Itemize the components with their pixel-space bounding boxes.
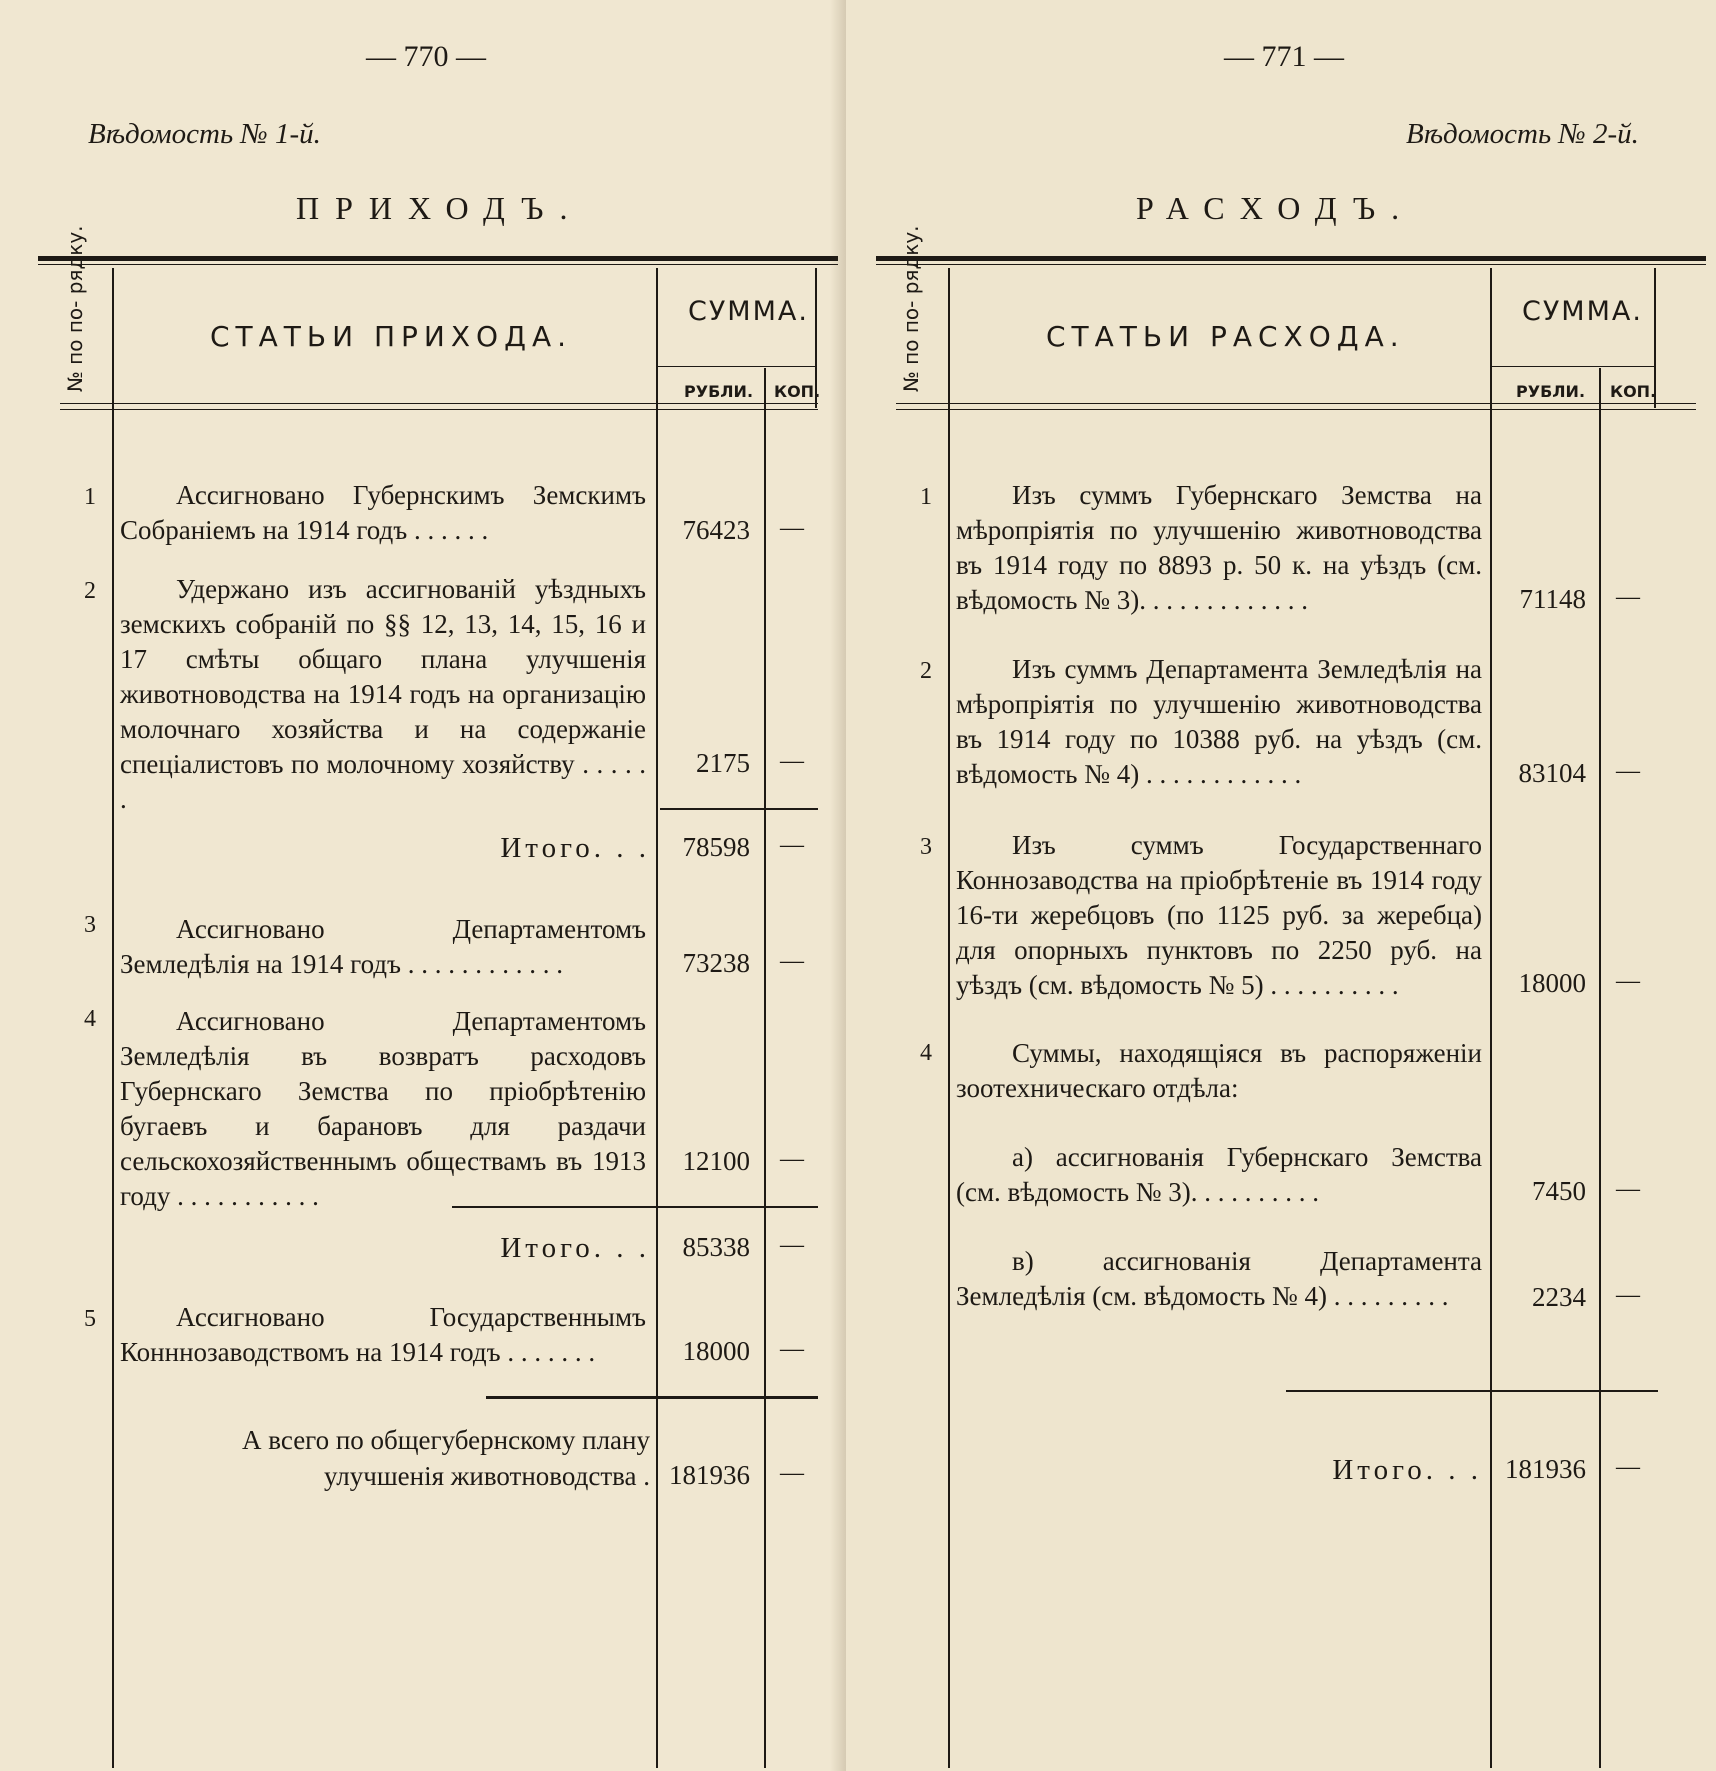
column-divider — [1490, 268, 1492, 1768]
row-rubles: 71148 — [1519, 584, 1586, 614]
row-text: Удержано изъ ассигнованій уѣздныхъ земскихъ собраній по §§ 12, 13, 14, 15, 16 и 17 смѣты общаго плана улучшенія животноводства на 1914 годъ на организацію молочнаго хозяйства и на содержаніе спеціалистовъ по молочному хозяйству . . . . . . — [120, 574, 646, 814]
column-divider — [112, 268, 114, 1768]
column-divider — [948, 268, 950, 1768]
row-kopecks: — — [1616, 758, 1640, 784]
row-text: Суммы, находящіяся въ распоряженіи зоотехническаго отдѣла: — [956, 1038, 1482, 1103]
left-page — [0, 0, 846, 1771]
subtotal-rule — [452, 1206, 818, 1208]
column-divider — [764, 368, 766, 1768]
subtotal-label: Итого. . . — [500, 1232, 650, 1264]
grand-total-rubles: 181936 — [669, 1460, 750, 1490]
subtotal-label: Итого. . . — [500, 832, 650, 864]
grand-total-rule — [486, 1396, 818, 1399]
row-rubles: 18000 — [1518, 968, 1586, 998]
subtotal-rubles: 78598 — [682, 832, 750, 862]
row-number: 5 — [84, 1306, 96, 1332]
statement-title: Вѣдомость № 2-й. — [1406, 118, 1639, 150]
row-kopecks: — — [780, 948, 804, 974]
row-kopecks: — — [1616, 584, 1640, 610]
total-rule — [1286, 1390, 1658, 1392]
row-number: 2 — [84, 578, 96, 604]
grand-total-kopecks: — — [780, 1460, 804, 1486]
sub-item-b: в) ассигнованія Департамента Земледѣлія (см. вѣдомость № 4) . . . . . . . . . — [956, 1246, 1482, 1311]
section-heading: ПРИХОДЪ. — [296, 190, 584, 226]
row-text: Ассигновано Департаментомъ Земледѣлія на 1914 годъ . . . . . . . . . . . . — [120, 914, 646, 979]
sub-item-a: а) ассигнованія Губернскаго Земства (см. вѣдомость № 3). . . . . . . . . . — [956, 1142, 1482, 1207]
subtotal-rule — [660, 808, 818, 810]
row-text: Изъ суммъ Департамента Земледѣлія на мѣропріятія по улучшенію животноводства въ 1914 году по 10388 руб. на уѣздъ (см. вѣдомость № 4) . . . . . . . . . . . . — [956, 654, 1482, 789]
row-text: Изъ суммъ Государственнаго Коннозаводства на пріобрѣтеніе въ 1914 году 16-ти жеребцовъ (по 1125 руб. за жеребца) для опорныхъ пунктовъ по 2250 руб. на уѣздъ (см. вѣдомость № 5) . . . . . . . . . . — [956, 830, 1482, 1000]
row-rubles: 2175 — [696, 748, 750, 778]
col-items-header: СТАТЬИ РАСХОДА. — [1046, 320, 1405, 353]
statement-title: Вѣдомость № 1-й. — [88, 118, 321, 150]
row-number: 1 — [920, 484, 932, 510]
row-text: Изъ суммъ Губернскаго Земства на мѣропріятія по улучшенію животноводства въ 1914 году по 8893 р. 50 к. на уѣздъ (см. вѣдомость № 3). . . . . . . . . . . . . — [956, 480, 1482, 615]
row-number: 2 — [920, 658, 932, 684]
col-sum-header: СУММА. — [1522, 296, 1643, 327]
row-number: 1 — [84, 484, 96, 510]
col-sum-header: СУММА. — [688, 296, 809, 327]
row-text: Ассигновано Департаментомъ Земледѣлія въ возвратъ расходовъ Губернскаго Земства по пріобрѣтенію бугаевъ и барановъ для раздачи сельскохозяйственнымъ обществамъ въ 1913 году . . . . . . . . . . . — [120, 1006, 646, 1211]
subtotal-kopecks: — — [780, 832, 804, 858]
table-top-rule — [876, 256, 1706, 261]
subtotal-rubles: 85338 — [682, 1232, 750, 1262]
total-rubles: 181936 — [1505, 1454, 1586, 1484]
table-top-thin-rule — [876, 264, 1706, 265]
row-kopecks: — — [1616, 1282, 1640, 1308]
header-bottom-rule-2 — [896, 409, 1696, 410]
table-top-rule — [38, 256, 838, 261]
row-number: 4 — [920, 1040, 932, 1066]
right-page — [846, 0, 1716, 1771]
col-rub-header: РУБЛИ. — [684, 382, 754, 401]
header-bottom-rule — [896, 403, 1696, 404]
row-rubles: 76423 — [682, 515, 750, 545]
row-kopecks: — — [780, 1336, 804, 1362]
page-number: — 771 — — [1224, 40, 1344, 73]
row-kopecks: — — [1616, 968, 1640, 994]
row-kopecks: — — [1616, 1176, 1640, 1202]
page-number: — 770 — — [366, 40, 486, 73]
col-number-header: № по по- рядку. — [899, 225, 923, 392]
row-kopecks: — — [780, 1146, 804, 1172]
row-kopecks: — — [780, 748, 804, 774]
row-number: 3 — [920, 834, 932, 860]
table-top-thin-rule — [38, 264, 838, 265]
col-kop-header: КОП. — [774, 382, 821, 401]
col-items-header: СТАТЬИ ПРИХОДА. — [210, 320, 573, 353]
row-rubles: 73238 — [682, 948, 750, 978]
col-number-header: № по по- рядку. — [63, 225, 87, 392]
total-kopecks: — — [1616, 1454, 1640, 1480]
header-bottom-rule — [60, 403, 818, 404]
row-rubles: 18000 — [682, 1336, 750, 1366]
sum-subheader-rule — [1492, 366, 1656, 367]
row-number: 4 — [84, 1006, 96, 1032]
row-rubles: 83104 — [1518, 758, 1586, 788]
row-rubles: 2234 — [1532, 1282, 1586, 1312]
sum-subheader-rule — [658, 366, 816, 367]
col-kop-header: КОП. — [1610, 382, 1657, 401]
subtotal-kopecks: — — [780, 1232, 804, 1258]
row-text: Ассигновано Государственнымъ Конннозаводствомъ на 1914 годъ . . . . . . . — [120, 1302, 646, 1367]
column-divider — [1599, 368, 1601, 1768]
row-text: Ассигновано Губернскимъ Земскимъ Собраніемъ на 1914 годъ . . . . . . — [120, 480, 646, 545]
row-rubles: 7450 — [1532, 1176, 1586, 1206]
column-divider — [656, 268, 658, 1768]
grand-total-label: А всего по общегубернскому плану улучшенія животноводства . — [242, 1425, 650, 1491]
section-heading: РАСХОДЪ. — [1136, 190, 1416, 226]
total-label: Итого. . . — [1332, 1454, 1482, 1486]
row-number: 3 — [84, 912, 96, 938]
col-rub-header: РУБЛИ. — [1516, 382, 1586, 401]
header-bottom-rule-2 — [60, 409, 818, 410]
row-rubles: 12100 — [682, 1146, 750, 1176]
row-kopecks: — — [780, 515, 804, 541]
